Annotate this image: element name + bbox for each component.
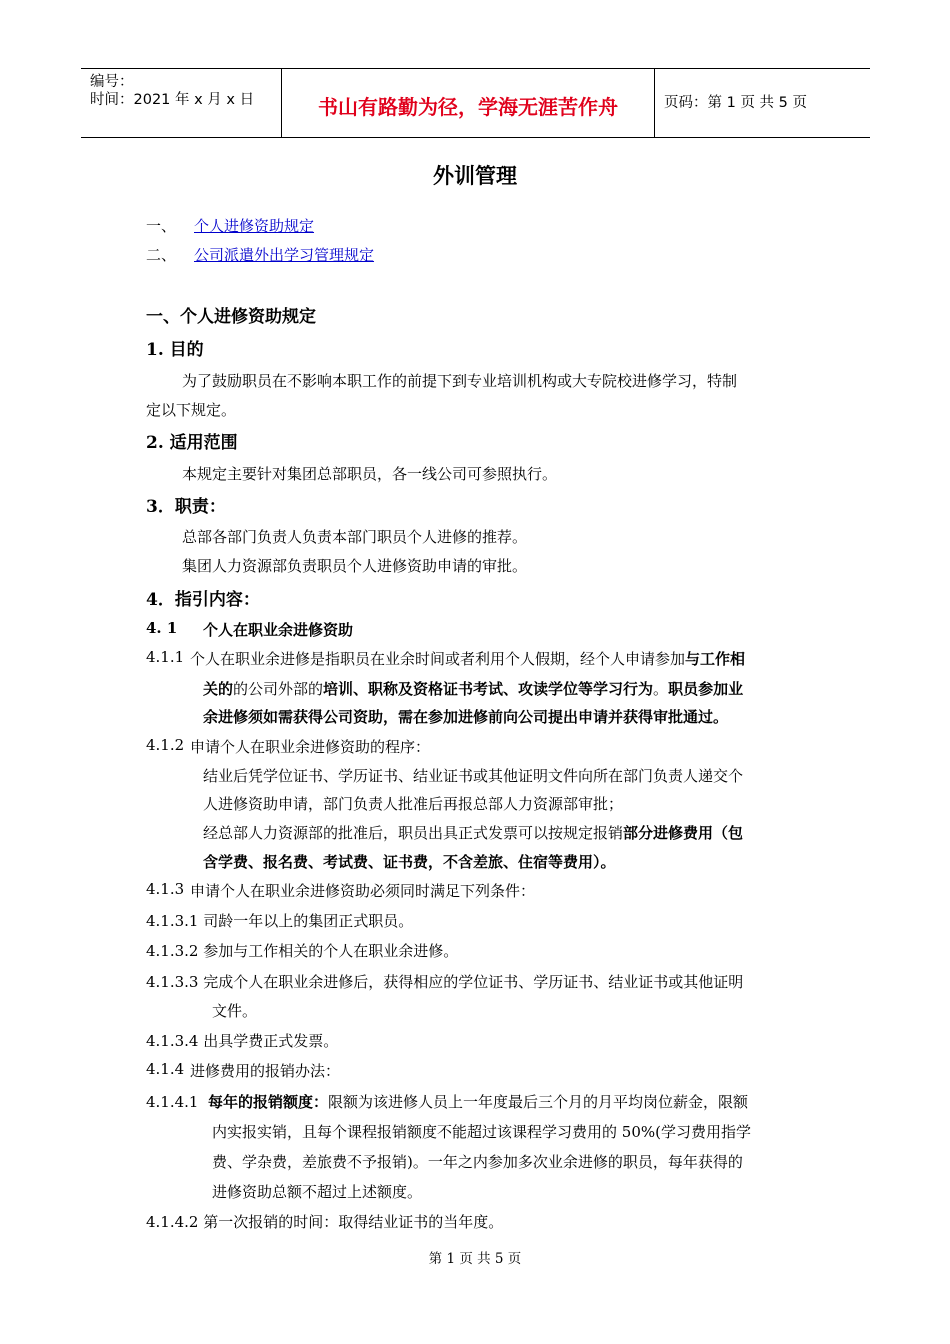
s412-title: 申请个人在职业余进修资助的程序： <box>190 738 431 756</box>
heading-purpose: 1. 目的 <box>146 340 204 360</box>
s411-line-2: 关的的公司外部的培训、职称及资格证书考试、攻读学位等学习行为。职员参加业 <box>203 680 744 698</box>
s411-line-1: 个人在职业余进修是指职员在业余时间或者利用个人假期，经个人申请参加与工作相 <box>190 650 746 668</box>
heading-duty: 3．职责： <box>146 497 226 517</box>
time-label: 时间：2021 年 x 月 x 日 <box>90 92 255 108</box>
header-motto-cell <box>281 69 655 137</box>
s4141-line-4: 进修资助总额不超过上述额度。 <box>212 1183 423 1201</box>
number-label: 编号： <box>90 74 134 90</box>
toc-num-2: 二、 <box>146 246 177 264</box>
s41-title: 个人在职业余进修资助 <box>203 621 354 639</box>
s4133-line-2: 文件。 <box>212 1002 258 1020</box>
toc-num-1: 一、 <box>146 217 177 235</box>
s412-p1-line-2: 人进修资助申请，部门负责人批准后再报总部人力资源部审批； <box>203 795 624 813</box>
s414-title: 进修费用的报销办法： <box>190 1062 341 1080</box>
duty-line-1: 总部各部门负责人负责本部门职员个人进修的推荐。 <box>182 528 528 546</box>
heading-guide: 4．指引内容： <box>146 590 260 610</box>
s4131-text: 4.1.3.1 司龄一年以上的集团正式职员。 <box>146 912 414 930</box>
header-left-cell <box>81 69 281 137</box>
header-page-cell <box>654 69 870 137</box>
s412-number: 4.1.2 <box>146 736 185 754</box>
toc-link-2[interactable]: 公司派遣外出学习管理规定 <box>194 246 375 264</box>
purpose-line-2: 定以下规定。 <box>146 401 237 419</box>
toc-link-1[interactable]: 个人进修资助规定 <box>194 217 315 235</box>
s411-number: 4.1.1 <box>146 648 185 666</box>
s41-number: 4. 1 <box>146 619 178 637</box>
document-header-table <box>81 68 870 138</box>
s4133-line-1: 4.1.3.3 完成个人在职业余进修后，获得相应的学位证书、学历证书、结业证书或其他证明 <box>146 973 744 991</box>
motto-text: 书山有路勤为径，学海无涯苦作舟 <box>318 95 618 119</box>
page-code: 页码：第 1 页 共 5 页 <box>664 95 807 111</box>
duty-line-2: 集团人力资源部负责职员个人进修资助申请的审批。 <box>182 557 528 575</box>
s412-p2-line-1: 经总部人力资源部的批准后，职员出具正式发票可以按规定报销部分进修费用（包 <box>203 824 744 842</box>
heading-scope: 2. 适用范围 <box>146 433 238 453</box>
s413-title: 申请个人在职业余进修资助必须同时满足下列条件： <box>190 882 536 900</box>
page-footer: 第 1 页 共 5 页 <box>428 1251 522 1267</box>
s4141-line-1: 4.1.4.1 每年的报销额度：限额为该进修人员上一年度最后三个月的月平均岗位薪金，限额 <box>146 1093 749 1111</box>
s413-number: 4.1.3 <box>146 880 185 898</box>
s4142-text: 4.1.4.2 第一次报销的时间：取得结业证书的当年度。 <box>146 1213 504 1231</box>
s4132-text: 4.1.3.2 参加与工作相关的个人在职业余进修。 <box>146 942 459 960</box>
s4134-text: 4.1.3.4 出具学费正式发票。 <box>146 1032 339 1050</box>
s4141-line-2: 内实报实销，且每个课程报销额度不能超过该课程学习费用的 50%(学习费用指学 <box>212 1123 751 1141</box>
page-title: 外训管理 <box>433 164 517 188</box>
section-heading: 一、个人进修资助规定 <box>146 307 316 327</box>
scope-text: 本规定主要针对集团总部职员，各一线公司可参照执行。 <box>182 465 558 483</box>
s411-line-3: 余进修须如需获得公司资助，需在参加进修前向公司提出申请并获得审批通过。 <box>203 708 729 726</box>
s412-p1-line-1: 结业后凭学位证书、学历证书、结业证书或其他证明文件向所在部门负责人递交个 <box>203 767 744 785</box>
s414-number: 4.1.4 <box>146 1060 185 1078</box>
purpose-line-1: 为了鼓励职员在不影响本职工作的前提下到专业培训机构或大专院校进修学习，特制 <box>182 372 738 390</box>
s412-p2-line-2: 含学费、报名费、考试费、证书费，不含差旅、住宿等费用）。 <box>203 853 616 871</box>
s4141-line-3: 费、学杂费，差旅费不予报销)。一年之内参加多次业余进修的职员，每年获得的 <box>212 1153 743 1171</box>
